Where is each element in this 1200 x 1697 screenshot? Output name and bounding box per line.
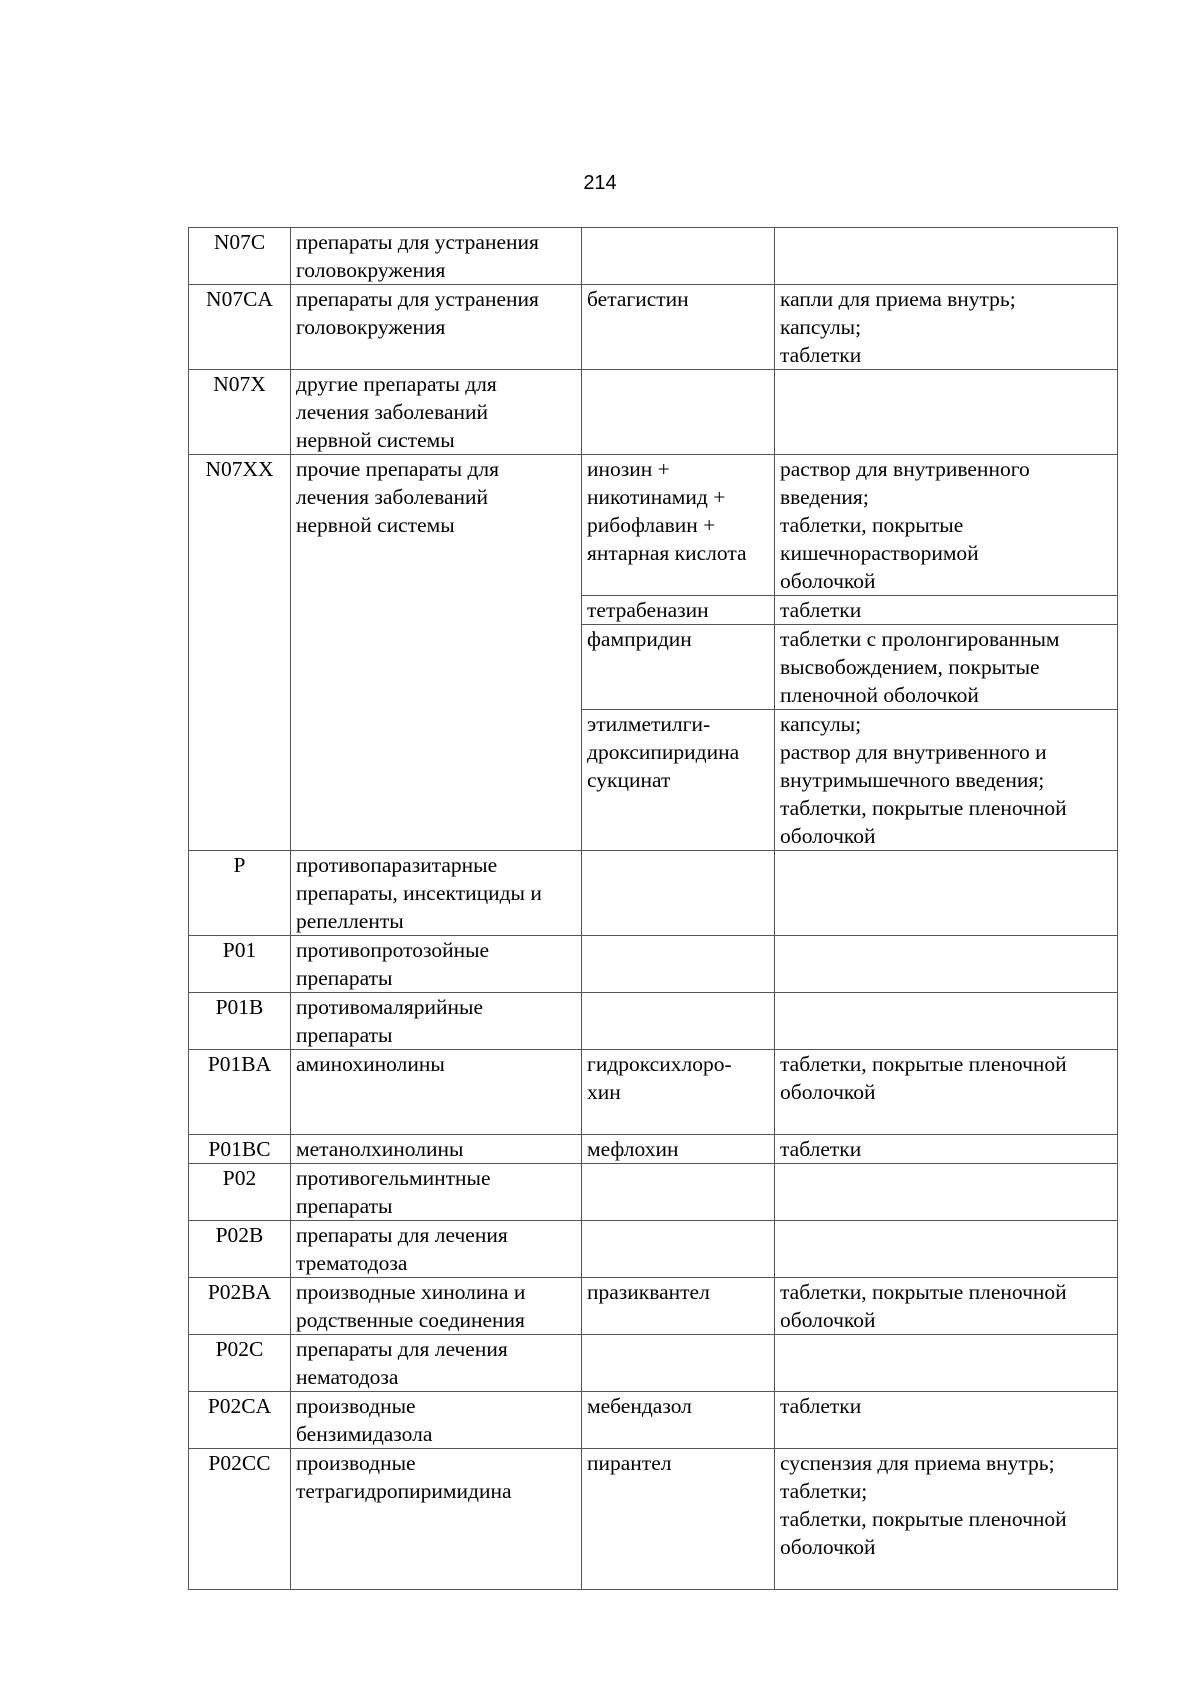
drug-name — [582, 936, 775, 993]
table-row — [189, 1164, 1118, 1221]
table-row — [189, 1135, 1118, 1164]
dosage-form: таблетки — [775, 1392, 1118, 1449]
atc-code: N07CA — [189, 285, 291, 370]
dosage-form: таблетки — [775, 1135, 1118, 1164]
dosage-form: капсулы; раствор для внутривенного и внутримышечного введения; таблетки, покрытые пленочной оболочкой — [775, 710, 1118, 851]
dosage-form — [775, 1335, 1118, 1392]
group-name: препараты для лечения нематодоза — [291, 1335, 582, 1392]
atc-code: N07X — [189, 370, 291, 455]
group-name: противопротозойные препараты — [291, 936, 582, 993]
drug-name: мебендазол — [582, 1392, 775, 1449]
dosage-form: таблетки с пролонгированным высвобождением, покрытые пленочной оболочкой — [775, 625, 1118, 710]
group-name: противомалярийные препараты — [291, 993, 582, 1050]
atc-code: P02CC — [189, 1449, 291, 1590]
drug-name — [582, 1164, 775, 1221]
drug-name — [582, 1335, 775, 1392]
atc-code: P02B — [189, 1221, 291, 1278]
group-name: аминохинолины — [291, 1050, 582, 1135]
table-row — [189, 1221, 1118, 1278]
dosage-form: раствор для внутривенного введения; таблетки, покрытые кишечнорастворимой оболочкой — [775, 455, 1118, 596]
group-name: прочие препараты для лечения заболеваний нервной системы — [291, 455, 582, 851]
table-row — [189, 1050, 1118, 1135]
drug-name: тетрабеназин — [582, 596, 775, 625]
page-number: 214 — [583, 172, 617, 194]
drug-name: мефлохин — [582, 1135, 775, 1164]
atc-code: P02C — [189, 1335, 291, 1392]
dosage-form — [775, 370, 1118, 455]
drug-name: пирантел — [582, 1449, 775, 1590]
group-name: производные хинолина и родственные соединения — [291, 1278, 582, 1335]
group-name: препараты для устранения головокружения — [291, 228, 582, 285]
group-name: препараты для устранения головокружения — [291, 285, 582, 370]
drug-name: празиквантел — [582, 1278, 775, 1335]
atc-code: N07C — [189, 228, 291, 285]
group-name: производные бензимидазола — [291, 1392, 582, 1449]
dosage-form: таблетки — [775, 596, 1118, 625]
table-row — [189, 993, 1118, 1050]
table-row — [189, 1278, 1118, 1335]
dosage-form: таблетки, покрытые пленочной оболочкой — [775, 1278, 1118, 1335]
dosage-form — [775, 851, 1118, 936]
atc-code: P01BC — [189, 1135, 291, 1164]
group-name: препараты для лечения трематодоза — [291, 1221, 582, 1278]
table-row — [189, 455, 1118, 596]
drug-name — [582, 370, 775, 455]
dosage-form — [775, 1221, 1118, 1278]
group-name: противогельминтные препараты — [291, 1164, 582, 1221]
dosage-form: капли для приема внутрь; капсулы; таблетки — [775, 285, 1118, 370]
table-row — [189, 285, 1118, 370]
atc-code: P02CA — [189, 1392, 291, 1449]
group-name: метанолхинолины — [291, 1135, 582, 1164]
dosage-form — [775, 993, 1118, 1050]
table-row — [189, 1449, 1118, 1590]
atc-code: N07XX — [189, 455, 291, 851]
dosage-form — [775, 1164, 1118, 1221]
dosage-form: таблетки, покрытые пленочной оболочкой — [775, 1050, 1118, 1135]
drug-name: бетагистин — [582, 285, 775, 370]
group-name: другие препараты для лечения заболеваний нервной системы — [291, 370, 582, 455]
atc-code: P02 — [189, 1164, 291, 1221]
table-row — [189, 936, 1118, 993]
drug-name — [582, 851, 775, 936]
table-row — [189, 851, 1118, 936]
dosage-form: суспензия для приема внутрь; таблетки; таблетки, покрытые пленочной оболочкой — [775, 1449, 1118, 1590]
atc-code: P01B — [189, 993, 291, 1050]
dosage-form — [775, 228, 1118, 285]
atc-code: P01BA — [189, 1050, 291, 1135]
group-name: производные тетрагидропиримидина — [291, 1449, 582, 1590]
table-row — [189, 370, 1118, 455]
atc-code: P01 — [189, 936, 291, 993]
drug-name: инозин + никотинамид + рибофлавин + янтарная кислота — [582, 455, 775, 596]
group-name: противопаразитарные препараты, инсектициды и репелленты — [291, 851, 582, 936]
drug-name — [582, 1221, 775, 1278]
drug-name — [582, 228, 775, 285]
drug-name — [582, 993, 775, 1050]
table-row — [189, 1335, 1118, 1392]
dosage-form — [775, 936, 1118, 993]
table-row — [189, 1392, 1118, 1449]
atc-code: P02BA — [189, 1278, 291, 1335]
drug-name: фампридин — [582, 625, 775, 710]
atc-code: P — [189, 851, 291, 936]
drug-name: гидроксихлоро- хин — [582, 1050, 775, 1135]
drug-table — [188, 227, 1118, 1590]
table-row — [189, 228, 1118, 285]
drug-name: этилметилги- дроксипиридина сукцинат — [582, 710, 775, 851]
